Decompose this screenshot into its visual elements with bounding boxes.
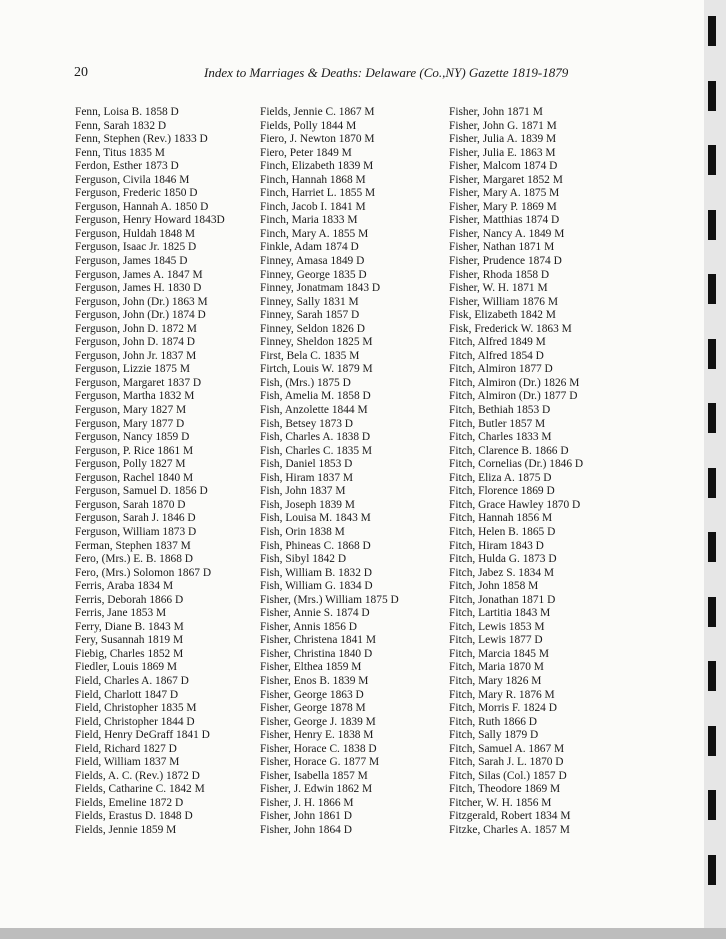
index-entry: Fitch, Helen B. 1865 D: [449, 525, 556, 538]
index-entry: Finney, Sally 1831 M: [260, 295, 359, 308]
index-entry: Fish, Orin 1838 M: [260, 525, 345, 538]
binding-ring: [708, 339, 716, 369]
index-entry: Field, Charlott 1847 D: [75, 688, 179, 701]
index-entry: Finch, Hannah 1868 M: [260, 173, 366, 186]
index-entry: Fisher, Mary P. 1869 M: [449, 200, 557, 213]
index-entry: Fisher, George J. 1839 M: [260, 715, 376, 728]
index-entry: Fisher, Henry E. 1838 M: [260, 729, 374, 742]
binding-ring: [708, 790, 716, 820]
index-column-2: [260, 106, 399, 838]
index-entry: Ferguson, James A. 1847 M: [75, 268, 203, 281]
index-entry: Fitch, Lewis 1877 D: [449, 634, 543, 647]
index-entry: Ferguson, Frederic 1850 D: [75, 187, 198, 200]
index-entry: Fish, John 1837 M: [260, 485, 346, 498]
index-entry: Firtch, Louis W. 1879 M: [260, 363, 373, 376]
index-entry: Ferguson, Isaac Jr. 1825 D: [75, 241, 197, 254]
index-entry: Fitch, Marcia 1845 M: [449, 647, 549, 660]
index-entry: Ferguson, Samuel D. 1856 D: [75, 485, 208, 498]
index-entry: Fish, Daniel 1853 D: [260, 458, 353, 471]
index-entry: Fields, Jennie 1859 M: [75, 823, 177, 836]
index-entry: Fisher, William 1876 M: [449, 295, 558, 308]
index-entry: Fitzgerald, Robert 1834 M: [449, 810, 571, 823]
index-entry: Fields, Emeline 1872 D: [75, 796, 184, 809]
index-entry: Fisher, John 1861 D: [260, 810, 352, 823]
index-entry: Fitch, Theodore 1869 M: [449, 783, 561, 796]
index-entry: Fitch, Silas (Col.) 1857 D: [449, 769, 567, 782]
index-entry: Fitch, Florence 1869 D: [449, 485, 555, 498]
index-entry: Ferry, Diane B. 1843 M: [75, 620, 184, 633]
index-entry: Finch, Mary A. 1855 M: [260, 227, 369, 240]
index-entry: Ferdon, Esther 1873 D: [75, 160, 179, 173]
index-entry: Fero, (Mrs.) E. B. 1868 D: [75, 553, 194, 566]
index-entry: Fish, Hiram 1837 M: [260, 471, 354, 484]
index-entry: Ferguson, John D. 1872 M: [75, 322, 197, 335]
binding-ring: [708, 210, 716, 240]
index-entry: Fisher, Julia A. 1839 M: [449, 133, 557, 146]
index-entry: Fisher, Nancy A. 1849 M: [449, 227, 565, 240]
index-entry: Fisher, Nathan 1871 M: [449, 241, 555, 254]
binding-ring: [708, 726, 716, 756]
index-entry: Fitch, Grace Hawley 1870 D: [449, 498, 581, 511]
index-entry: Fitch, Ruth 1866 D: [449, 715, 537, 728]
index-entry: Fisher, Christena 1841 M: [260, 634, 376, 647]
index-entry: Fisher, Enos B. 1839 M: [260, 674, 369, 687]
index-entry: Fisher, Matthias 1874 D: [449, 214, 560, 227]
index-entry: Ferguson, John D. 1874 D: [75, 336, 196, 349]
index-entry: Fisher, George 1878 M: [260, 702, 366, 715]
index-entry: Ferguson, Mary 1877 D: [75, 417, 185, 430]
running-head-title: Index to Marriages & Deaths: Delaware (Co.,NY) Gazette 1819-1879: [204, 65, 569, 80]
index-entry: Fitch, John 1858 M: [449, 580, 539, 593]
index-entry: Ferguson, Lizzie 1875 M: [75, 363, 190, 376]
index-entry: Finney, Sheldon 1825 M: [260, 336, 373, 349]
index-entry: Fitch, Jabez S. 1834 M: [449, 566, 555, 579]
index-entry: Fitch, Butler 1857 M: [449, 417, 546, 430]
index-entry: Fisher, Horace C. 1838 D: [260, 742, 377, 755]
binding-ring: [708, 597, 716, 627]
index-entry: Fero, (Mrs.) Solomon 1867 D: [75, 566, 212, 579]
index-entry: Fiero, J. Newton 1870 M: [260, 133, 375, 146]
index-entry: Fish, Charles A. 1838 D: [260, 431, 371, 444]
index-entry: Ferguson, John Jr. 1837 M: [75, 349, 197, 362]
index-entry: Fish, Joseph 1839 M: [260, 498, 355, 511]
index-entry: Fenn, Stephen (Rev.) 1833 D: [75, 133, 208, 146]
index-entry: Fitch, Lewis 1853 M: [449, 620, 545, 633]
index-entry: Ferguson, Civila 1846 M: [75, 173, 190, 186]
index-entry: Ferguson, Hannah A. 1850 D: [75, 200, 209, 213]
index-entry: Fitch, Sally 1879 D: [449, 729, 539, 742]
binding-ring: [708, 532, 716, 562]
index-entry: Ferguson, James H. 1830 D: [75, 282, 202, 295]
index-entry: Field, Christopher 1844 D: [75, 715, 195, 728]
index-entry: Ferguson, Rachel 1840 M: [75, 471, 194, 484]
index-entry: Fish, Phineas C. 1868 D: [260, 539, 371, 552]
binding-ring: [708, 403, 716, 433]
index-entry: Fisher, J. H. 1866 M: [260, 796, 354, 809]
index-entry: Fisher, Christina 1840 D: [260, 647, 373, 660]
index-entry: Ferguson, P. Rice 1861 M: [75, 444, 194, 457]
index-entry: Fitch, Almiron (Dr.) 1877 D: [449, 390, 578, 403]
binding-ring: [708, 468, 716, 498]
index-entry: Fisher, Horace G. 1877 M: [260, 756, 380, 769]
index-entry: Fitch, Almiron 1877 D: [449, 363, 553, 376]
index-entry: Fisher, George 1863 D: [260, 688, 364, 701]
spiral-binding: [708, 16, 718, 926]
index-entry: Ferguson, James 1845 D: [75, 255, 188, 268]
index-entry: Ferguson, Sarah 1870 D: [75, 498, 186, 511]
index-entry: Fiedler, Louis 1869 M: [75, 661, 178, 674]
index-entry: Fiero, Peter 1849 M: [260, 146, 352, 159]
index-entry: Fitch, Hannah 1856 M: [449, 512, 553, 525]
index-entry: Fisher, Prudence 1874 D: [449, 255, 562, 268]
index-entry: Fitch, Almiron (Dr.) 1826 M: [449, 376, 580, 389]
index-entry: Finney, Seldon 1826 D: [260, 322, 365, 335]
index-column-3: [449, 106, 583, 838]
index-entry: Fery, Susannah 1819 M: [75, 634, 184, 647]
index-entry: Fitch, Mary 1826 M: [449, 674, 542, 687]
index-entry: Fitzke, Charles A. 1857 M: [449, 823, 570, 836]
index-entry: Fitch, Maria 1870 M: [449, 661, 544, 674]
index-entry: Fisher, Mary A. 1875 M: [449, 187, 560, 200]
index-entry: Field, Henry DeGraff 1841 D: [75, 729, 210, 742]
index-entry: Finch, Jacob I. 1841 M: [260, 200, 366, 213]
index-entry: Fitch, Jonathan 1871 D: [449, 593, 556, 606]
index-entry: Fish, William B. 1832 D: [260, 566, 372, 579]
index-entry: Ferguson, Nancy 1859 D: [75, 431, 190, 444]
index-entry: Fisher, (Mrs.) William 1875 D: [260, 593, 399, 606]
index-entry: Field, Richard 1827 D: [75, 742, 177, 755]
index-entry: Finch, Elizabeth 1839 M: [260, 160, 374, 173]
index-entry: Fitch, Hiram 1843 D: [449, 539, 544, 552]
index-entry: Fitch, Charles 1833 M: [449, 431, 552, 444]
index-entry: Fisk, Frederick W. 1863 M: [449, 322, 572, 335]
index-entry: Field, Christopher 1835 M: [75, 702, 197, 715]
index-entry: Finney, George 1835 D: [260, 268, 367, 281]
index-entry: Fish, Anzolette 1844 M: [260, 404, 368, 417]
index-entry: Fields, Polly 1844 M: [260, 119, 357, 132]
index-entry: Fisher, John G. 1871 M: [449, 119, 557, 132]
index-entry: Ferguson, Henry Howard 1843D: [75, 214, 225, 227]
scan-bottom-edge: [0, 928, 726, 939]
page-number: 20: [74, 65, 88, 80]
index-entry: Fitch, Hulda G. 1873 D: [449, 553, 557, 566]
index-entry: Fiebig, Charles 1852 M: [75, 647, 184, 660]
index-entry: Fisher, Julia E. 1863 M: [449, 146, 556, 159]
index-entry: Ferguson, John (Dr.) 1863 M: [75, 295, 208, 308]
index-entry: Fisher, John 1864 D: [260, 823, 352, 836]
index-entry: Fenn, Sarah 1832 D: [75, 119, 167, 132]
index-entry: Fish, Amelia M. 1858 D: [260, 390, 371, 403]
index-entry: Ferris, Araba 1834 M: [75, 580, 174, 593]
index-entry: Fisher, Annis 1856 D: [260, 620, 358, 633]
index-entry: Fisher, Elthea 1859 M: [260, 661, 362, 674]
index-entry: Fitch, Sarah J. L. 1870 D: [449, 756, 564, 769]
index-entry: Fisher, Rhoda 1858 D: [449, 268, 550, 281]
index-entry: Field, Charles A. 1867 D: [75, 674, 189, 687]
binding-ring: [708, 145, 716, 175]
index-entry: Fisher, W. H. 1871 M: [449, 282, 548, 295]
index-entry: Fenn, Titus 1835 M: [75, 146, 165, 159]
index-column-1: [75, 106, 225, 838]
index-entry: Fitch, Clarence B. 1866 D: [449, 444, 569, 457]
index-entry: Fitch, Alfred 1854 D: [449, 349, 544, 362]
index-entry: Fitch, Mary R. 1876 M: [449, 688, 555, 701]
index-entry: Finkle, Adam 1874 D: [260, 241, 359, 254]
index-entry: Fish, Betsey 1873 D: [260, 417, 354, 430]
index-entry: Fish, Charles C. 1835 M: [260, 444, 373, 457]
index-entry: Ferguson, John (Dr.) 1874 D: [75, 309, 206, 322]
index-entry: Fitch, Eliza A. 1875 D: [449, 471, 552, 484]
binding-ring: [708, 661, 716, 691]
binding-ring: [708, 855, 716, 885]
index-entry: Fisher, Isabella 1857 M: [260, 769, 368, 782]
index-entry: Fish, Louisa M. 1843 M: [260, 512, 371, 525]
index-entry: Fenn, Loisa B. 1858 D: [75, 106, 179, 118]
index-entry: Finch, Maria 1833 M: [260, 214, 358, 227]
index-entry: Ferguson, Sarah J. 1846 D: [75, 512, 196, 525]
binding-ring: [708, 81, 716, 111]
index-entry: Ferguson, Polly 1827 M: [75, 458, 186, 471]
index-entry: Finney, Sarah 1857 D: [260, 309, 360, 322]
index-entry: Fitch, Morris F. 1824 D: [449, 702, 557, 715]
index-entry: Finch, Harriet L. 1855 M: [260, 187, 376, 200]
index-entry: Ferguson, Huldah 1848 M: [75, 227, 196, 240]
index-entry: Fish, Sibyl 1842 D: [260, 553, 347, 566]
index-entry: Fitch, Bethiah 1853 D: [449, 404, 551, 417]
index-entry: Field, William 1837 M: [75, 756, 180, 769]
index-entry: Finney, Jonatmam 1843 D: [260, 282, 381, 295]
binding-ring: [708, 274, 716, 304]
index-entry: Fields, Jennie C. 1867 M: [260, 106, 375, 118]
index-entry: Fitch, Lartitia 1843 M: [449, 607, 551, 620]
index-entry: Fields, Erastus D. 1848 D: [75, 810, 193, 823]
index-entry: Ferguson, Mary 1827 M: [75, 404, 187, 417]
index-entry: Fields, A. C. (Rev.) 1872 D: [75, 769, 200, 782]
index-entry: Fitcher, W. H. 1856 M: [449, 796, 552, 809]
index-entry: Fisher, Margaret 1852 M: [449, 173, 563, 186]
index-entry: Fitch, Samuel A. 1867 M: [449, 742, 565, 755]
index-entry: Fish, William G. 1834 D: [260, 580, 373, 593]
index-entry: Fields, Catharine C. 1842 M: [75, 783, 205, 796]
index-entry: Fish, (Mrs.) 1875 D: [260, 376, 351, 389]
index-entry: Fisher, J. Edwin 1862 M: [260, 783, 373, 796]
index-entry: Ferguson, Martha 1832 M: [75, 390, 195, 403]
index-entry: Ferguson, William 1873 D: [75, 525, 197, 538]
index-entry: Fisk, Elizabeth 1842 M: [449, 309, 556, 322]
index-entry: Ferman, Stephen 1837 M: [75, 539, 191, 552]
index-entry: Fisher, John 1871 M: [449, 106, 543, 118]
index-entry: Ferris, Jane 1853 M: [75, 607, 167, 620]
index-entry: Ferris, Deborah 1866 D: [75, 593, 184, 606]
index-entry: Fisher, Annie S. 1874 D: [260, 607, 370, 620]
index-entry: First, Bela C. 1835 M: [260, 349, 360, 362]
index-entry: Ferguson, Margaret 1837 D: [75, 376, 202, 389]
index-entry: Fisher, Malcom 1874 D: [449, 160, 558, 173]
binding-ring: [708, 16, 716, 46]
index-entry: Fitch, Cornelias (Dr.) 1846 D: [449, 458, 584, 471]
index-entry: Finney, Amasa 1849 D: [260, 255, 365, 268]
index-entry: Fitch, Alfred 1849 M: [449, 336, 546, 349]
